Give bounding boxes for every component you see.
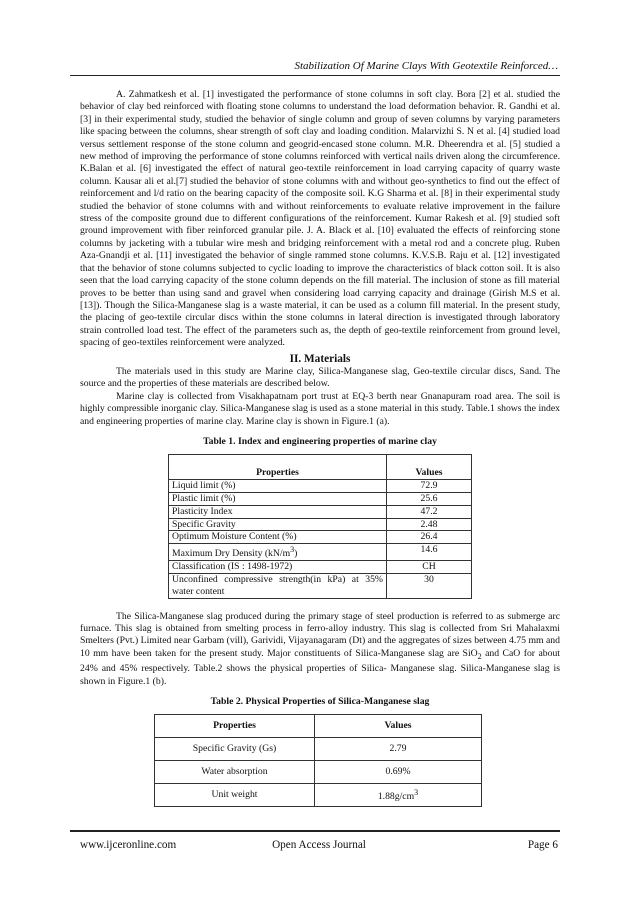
table2 — [154, 714, 482, 807]
table2-col-properties: Properties — [155, 715, 315, 738]
mdd-label-suffix: ) — [294, 548, 298, 560]
materials-paragraph-1: The materials used in this study are Marine clay, Silica-Manganese slag, Geo-textile circular discs, Sand. The source and the properties of these materials are described below. — [80, 365, 560, 390]
table2-col-values: Values — [315, 715, 482, 738]
table-cell-value: 0.69% — [315, 761, 482, 784]
slag-text-b: and CaO for about 24% and 45% respectively. Table.2 shows the physical properties of Silica- Manganese slag. Silica-Manganese slag is shown in Figure.1 (b). — [80, 647, 560, 687]
table-cell-value: 30 — [387, 573, 472, 598]
table-cell-value: 25.6 — [387, 492, 472, 505]
table-row — [169, 492, 472, 505]
table-row — [169, 505, 472, 518]
table-cell-property: Plasticity Index — [169, 505, 387, 518]
table-cell-property: Specific Gravity (Gs) — [155, 738, 315, 761]
table2-header-row — [155, 715, 482, 738]
table-row — [169, 544, 472, 561]
table-cell-property: Specific Gravity — [169, 518, 387, 531]
table1-col-values: Values — [387, 455, 472, 480]
table-cell-property: Classification (IS : 1498-1972) — [169, 561, 387, 574]
table-row — [169, 573, 472, 598]
table-row — [155, 784, 482, 807]
unit-weight-value: 1.88g/cm — [377, 791, 415, 803]
table-cell-property: Liquid limit (%) — [169, 480, 387, 493]
spacer — [80, 599, 560, 611]
table1 — [168, 454, 472, 598]
table-cell-property — [169, 544, 387, 561]
superscript: 3 — [414, 788, 419, 798]
table-row — [169, 531, 472, 544]
page-number: Page 6 — [527, 839, 558, 851]
journal-access-label: Open Access Journal — [272, 839, 366, 851]
table-cell-value: 14.6 — [387, 544, 472, 561]
table-cell-property: Optimum Moisture Content (%) — [169, 531, 387, 544]
table-cell-value: 2.79 — [315, 738, 482, 761]
table-cell-value: CH — [387, 561, 472, 574]
table-cell-value: 26.4 — [387, 531, 472, 544]
table1-col-properties: Properties — [169, 455, 387, 480]
mdd-label: Maximum Dry Density (kN/m — [172, 548, 291, 560]
table-cell-value: 2.48 — [387, 518, 472, 531]
slag-text-a: The Silica-Manganese slag produced during the primary stage of steel production is referred to as submerge arc furnace. This slag is obtained from smelting process in ferro-alloy industry. This slag is collected from Sri Mahalaxmi Smelters (Pvt.) Limited near Garbam (vill), Garividi, Vijayanagaram (Dt) and the aggregates of sizes between 4.75 mm and 10 mm have been taken for the present study. Major constituents of Silica-Manganese slag are SiO — [80, 610, 560, 659]
superscript: 3 — [290, 545, 295, 555]
table-cell-value: 72.9 — [387, 480, 472, 493]
table-row — [169, 561, 472, 574]
running-title: Stabilization Of Marine Clays With Geotextile Reinforced… — [294, 60, 558, 72]
table2-caption: Table 2. Physical Properties of Silica-Manganese slag — [210, 695, 430, 707]
table-cell-value — [315, 784, 482, 807]
materials-paragraph-2: Marine clay is collected from Visakhapatnam port trust at EQ-3 berth near Gnanapuram road area. The soil is highly compressible inorganic clay. Silica-Manganese slag is used as a stone material in this study. Table.1 shows the index and engineering properties of marine clay. Marine clay is shown in Figure.1 (a). — [80, 390, 560, 427]
intro-paragraph: A. Zahmatkesh et al. [1] investigated the performance of stone columns in soft clay. Bora [2] et al. studied the behavior of clay bed reinforced with floating stone columns to understand the load deformation behavior. R. Gandhi et al.[3] in their experimental study, studied the behavior of single column and group of seven columns by varying parameters like spacing between the columns, shear strength of soft clay and loading condition. Malarvizhi S. N et al. [4] studied load versus settlement response of the stone column and geogrid-encased stone column. M.R. Dheerendra et al. [5] studied a new method of improving the performance of stone columns reinforced with vertical nails driven along the circumference. K.Balan et al. [6] investigated the effect of natural geo-textile reinforcement in load carrying capacity of quarry waste column. Kausar ali et al.[7] studied the behavior of stone columns with and without geo-synthetics to find out the effect of reinforcement and l/d ratio on the bearing capacity of the composite soil. K.G Sharma et al. [8] in their experimental study studied the behavior of stone columns with and without reinforcements to evaluate relative improvement in the failure stress of the composite ground due to different configurations of the reinforcement. Kumar Rakesh et al. [9] studied soft ground improvement with fiber reinforced granular pile. J. A. Black et al. [10] evaluated the effects of reinforcing stone columns by jacketing with a tubular wire mesh and bridging reinforcement with a metal rod and a concrete plug. Ruben Aza-Gnandji et al. [11] investigated the behavior of single rammed stone columns. K.V.S.B. Raju et al. [12] investigated that the behavior of stone columns subjected to cyclic loading to improve the characteristics of black cotton soil. It is also seen that the load carrying capacity of the stone column depends on the fill material. The inclusion of stone as fill material proves to be better than using sand and gravel when considering load carrying capacity and drainage (Girish M.S et al. [13]). Though the Silica-Manganese slag is a waste material, it can be used as a column fill material. In the present study, the placing of geo-textile circular discs within the stone columns in lateral direction is investigated through laboratory strain controlled load test. The effect of the parameters such as, the depth of geo-textile reinforcement from ground level, spacing of geo-textiles reinforcement were analyzed. — [80, 89, 560, 349]
table-row — [169, 518, 472, 531]
table-row — [155, 761, 482, 784]
body-text — [80, 89, 560, 807]
subscript: 2 — [477, 651, 482, 661]
table-cell-property: Unit weight — [155, 784, 315, 807]
slag-paragraph — [80, 611, 560, 688]
table-cell-property: Unconfined compressive strength(in kPa) at 35% water content — [169, 573, 387, 598]
journal-website-link[interactable]: www.ijceronline.com — [80, 839, 177, 851]
table-cell-property: Water absorption — [155, 761, 315, 784]
header-rule — [70, 75, 560, 76]
table1-header-row — [169, 455, 472, 480]
table-row — [169, 480, 472, 493]
table-cell-property: Plastic limit (%) — [169, 492, 387, 505]
section-heading: II. Materials — [289, 352, 351, 365]
footer-rule — [70, 830, 560, 832]
table-cell-value: 47.2 — [387, 505, 472, 518]
table-row — [155, 738, 482, 761]
table1-caption: Table 1. Index and engineering properties of marine clay — [203, 435, 437, 447]
